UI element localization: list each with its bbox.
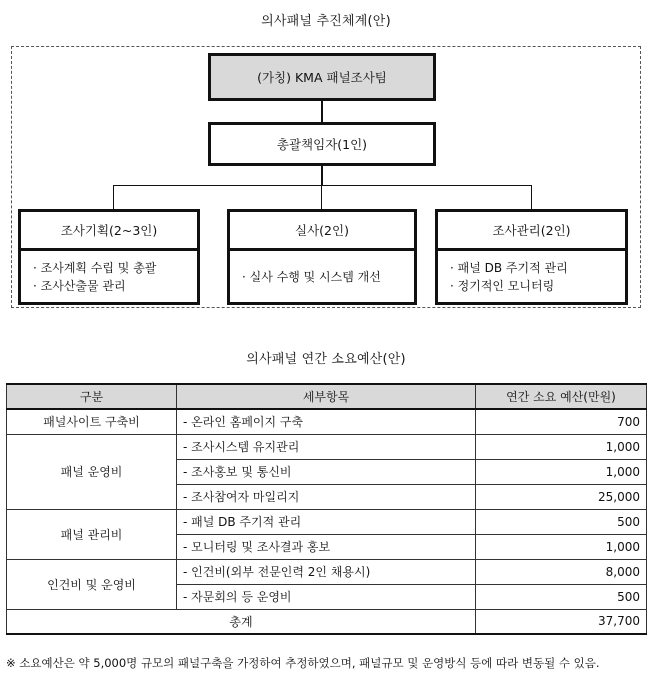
connector-unit-0 [113,185,114,209]
unit-task: · 조사계획 수립 및 총괄 [33,260,157,275]
unit-box-planning [18,209,200,305]
header-category: 구분 [7,384,177,409]
category-cell: 인건비 및 운영비 [7,559,177,609]
unit-task: · 실사 수행 및 시스템 개선 [242,269,381,284]
amount-cell: 500 [476,509,647,534]
amount-cell: 1,000 [476,434,647,459]
amount-cell: 1,000 [476,534,647,559]
unit-name: 조사기획(2~3인) [21,212,197,251]
item-cell: - 모니터링 및 조사결과 홍보 [177,534,476,559]
unit-task: · 조사산출물 관리 [33,278,126,293]
amount-cell: 700 [476,409,647,434]
budget-table [6,383,647,635]
table-row [7,434,647,459]
total-amount: 37,700 [476,609,647,634]
connector-unit-1 [321,185,322,209]
item-cell: - 온라인 홈페이지 구축 [177,409,476,434]
table-header-row [7,384,647,409]
connector-horizontal [113,185,531,186]
unit-box-fieldwork [227,209,417,305]
org-chart-title: 의사패널 추진체계(안) [261,14,391,29]
item-cell: - 인건비(외부 전문인력 2인 채용시) [177,559,476,584]
amount-cell: 8,000 [476,559,647,584]
chief-label: 총괄책임자(1인) [276,137,368,152]
category-cell: 패널 관리비 [7,509,177,559]
unit-name: 실사(2인) [230,212,414,251]
unit-box-management [435,209,628,305]
item-cell: - 조사시스템 유지관리 [177,434,476,459]
team-box [208,53,436,101]
connector-team-chief [321,101,323,122]
chief-box [208,122,436,166]
unit-tasks [230,251,414,302]
unit-task: · 정기적인 모니터링 [450,278,555,293]
item-cell: - 자문회의 등 운영비 [177,584,476,609]
unit-tasks [438,251,625,302]
table-row [7,509,647,534]
unit-task: · 패널 DB 주기적 관리 [450,260,568,275]
item-cell: - 조사홍보 및 통신비 [177,459,476,484]
amount-cell: 25,000 [476,484,647,509]
item-cell: - 조사참여자 마일리지 [177,484,476,509]
total-label: 총계 [7,609,476,634]
table-row [7,559,647,584]
amount-cell: 500 [476,584,647,609]
item-cell: - 패널 DB 주기적 관리 [177,509,476,534]
connector-unit-2 [531,185,532,209]
team-label: (가칭) KMA 패널조사팀 [257,70,387,85]
budget-title: 의사패널 연간 소요예산(안) [246,352,406,367]
category-cell: 패널사이트 구축비 [7,409,177,434]
footnote: ※ 소요예산은 약 5,000명 규모의 패널구축을 가정하여 추정하였으며, 패널규모 및 운영방식 등에 따라 변동될 수 있음. [6,656,600,670]
header-amount: 연간 소요 예산(만원) [476,384,647,409]
header-item: 세부항목 [177,384,476,409]
connector-chief-down [321,166,323,186]
table-row [7,409,647,434]
total-row [7,609,647,634]
unit-tasks [21,251,197,302]
unit-name: 조사관리(2인) [438,212,625,251]
amount-cell: 1,000 [476,459,647,484]
category-cell: 패널 운영비 [7,434,177,509]
